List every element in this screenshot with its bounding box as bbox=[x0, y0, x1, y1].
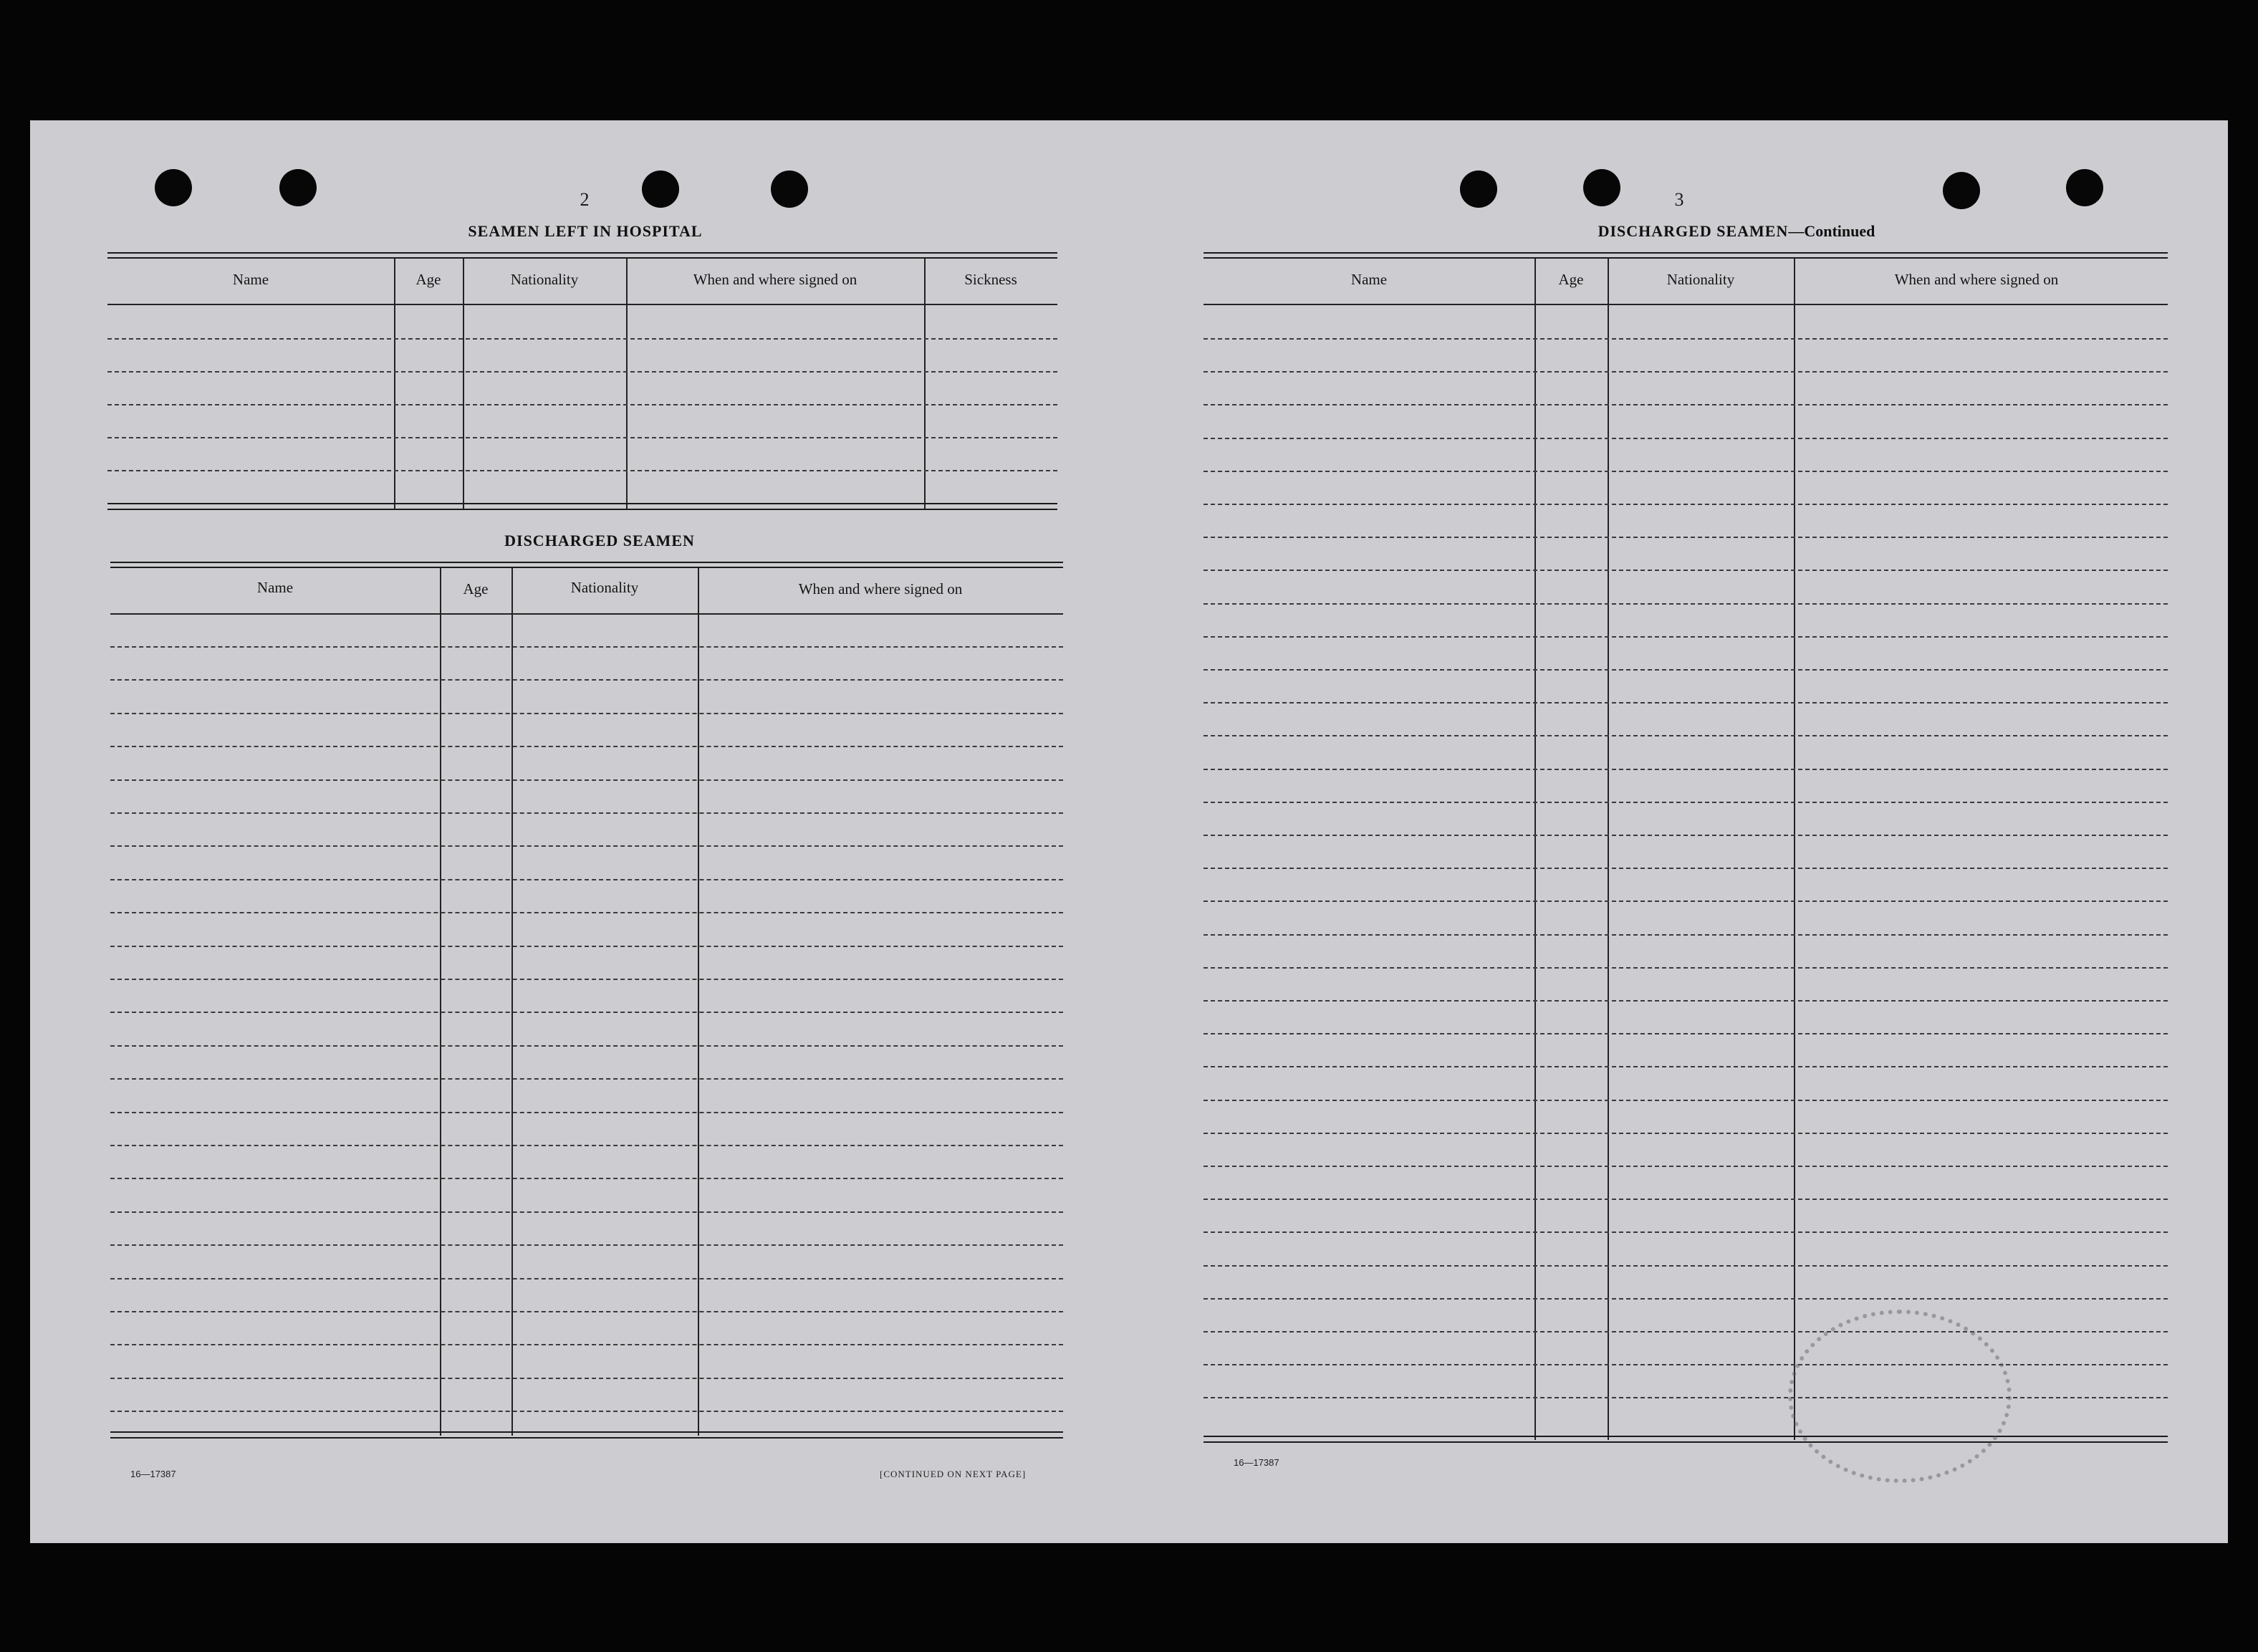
table-row-line bbox=[110, 1145, 1063, 1146]
table-row-line bbox=[1204, 702, 2168, 703]
discharged-table-right bbox=[1204, 252, 2168, 1443]
table-row-line bbox=[1204, 1166, 2168, 1167]
table-row-line bbox=[1204, 1000, 2168, 1002]
table-row-line bbox=[1204, 868, 2168, 869]
punch-hole bbox=[155, 169, 192, 206]
table-row-line bbox=[1204, 835, 2168, 836]
table-row-line bbox=[1204, 603, 2168, 605]
table-row-line bbox=[1204, 802, 2168, 803]
punch-hole bbox=[2066, 169, 2103, 206]
table-row-line bbox=[1204, 338, 2168, 340]
discharged-cont-col-name: Name bbox=[1350, 271, 1388, 288]
table-row-line bbox=[110, 845, 1063, 847]
discharged-cont-col-age: Age bbox=[1558, 271, 1584, 288]
punch-hole bbox=[1583, 169, 1620, 206]
table-row-line bbox=[1204, 1298, 2168, 1300]
table-row-line bbox=[110, 646, 1063, 648]
table-row-line bbox=[110, 1012, 1063, 1013]
table-row-line bbox=[110, 1344, 1063, 1345]
discharged-section-title: DISCHARGED SEAMEN bbox=[504, 532, 695, 549]
table-row-line bbox=[110, 1078, 1063, 1080]
table-row-line bbox=[110, 1112, 1063, 1113]
table-row-line bbox=[1204, 1364, 2168, 1365]
table-row-line bbox=[110, 1045, 1063, 1047]
table-row-line bbox=[110, 679, 1063, 681]
continued-note: [CONTINUED ON NEXT PAGE] bbox=[880, 1469, 1027, 1479]
hospital-col-age: Age bbox=[415, 271, 441, 288]
table-row-line bbox=[110, 979, 1063, 980]
table-row-line bbox=[1204, 438, 2168, 439]
discharged-cont-col-signed-on: When and where signed on bbox=[1894, 271, 2059, 288]
page-number-left: 2 bbox=[580, 189, 590, 210]
discharged-cont-col-nationality: Nationality bbox=[1666, 271, 1735, 288]
table-row-line bbox=[1204, 537, 2168, 538]
table-row-line bbox=[110, 1411, 1063, 1412]
discharged-col-signed-on: When and where signed on bbox=[798, 580, 963, 597]
table-row-line bbox=[1204, 1331, 2168, 1332]
table-row-line bbox=[1204, 735, 2168, 736]
punch-hole bbox=[279, 169, 317, 206]
table-row-line bbox=[1204, 967, 2168, 969]
discharged-col-nationality: Nationality bbox=[570, 579, 639, 596]
discharged-col-name: Name bbox=[256, 579, 294, 596]
table-row-line bbox=[110, 1278, 1063, 1279]
discharged-continued-title bbox=[1598, 222, 1875, 241]
table-row-line bbox=[1204, 769, 2168, 770]
official-stamp bbox=[1788, 1310, 2012, 1483]
table-row-line bbox=[110, 1211, 1063, 1213]
table-row-line bbox=[1204, 371, 2168, 373]
discharged-col-age: Age bbox=[463, 580, 489, 597]
discharged-table-left bbox=[110, 562, 1063, 1439]
table-row-line bbox=[1204, 636, 2168, 638]
table-row-line bbox=[110, 812, 1063, 814]
table-row-line bbox=[1204, 1231, 2168, 1233]
table-row-line bbox=[1204, 1066, 2168, 1067]
punch-hole bbox=[642, 171, 679, 208]
table-row-line bbox=[110, 713, 1063, 714]
table-row-line bbox=[1204, 934, 2168, 936]
punch-hole bbox=[771, 171, 808, 208]
form-number-left: 16—17387 bbox=[130, 1469, 176, 1479]
punch-hole bbox=[1460, 171, 1497, 208]
table-row-line bbox=[1204, 1199, 2168, 1200]
table-row-line bbox=[1204, 1100, 2168, 1101]
table-row-line bbox=[1204, 669, 2168, 671]
hospital-col-name: Name bbox=[232, 271, 269, 288]
table-row-line bbox=[1204, 1033, 2168, 1034]
table-row-line bbox=[1204, 1265, 2168, 1267]
document-sheet bbox=[30, 120, 2228, 1543]
table-row-line bbox=[110, 1244, 1063, 1246]
hospital-col-nationality: Nationality bbox=[510, 271, 579, 288]
table-row-line bbox=[110, 779, 1063, 781]
punch-hole bbox=[1943, 172, 1980, 209]
table-row-line bbox=[1204, 901, 2168, 902]
discharged-continued-title-suffix: —Continued bbox=[1788, 222, 1875, 240]
table-row-line bbox=[1204, 504, 2168, 505]
table-row-line bbox=[1204, 404, 2168, 405]
table-row-line bbox=[1204, 1133, 2168, 1134]
table-row-line bbox=[110, 1178, 1063, 1179]
hospital-section-title: SEAMEN LEFT IN HOSPITAL bbox=[468, 222, 703, 240]
hospital-table bbox=[107, 252, 1057, 512]
table-row-line bbox=[1204, 1397, 2168, 1398]
hospital-col-sickness: Sickness bbox=[964, 271, 1017, 288]
table-row-line bbox=[1204, 471, 2168, 472]
table-row-line bbox=[1204, 570, 2168, 571]
table-row-line bbox=[110, 1311, 1063, 1312]
table-row-line bbox=[110, 912, 1063, 913]
hospital-col-signed-on: When and where signed on bbox=[693, 271, 857, 288]
table-row-line bbox=[110, 746, 1063, 747]
table-row-line bbox=[110, 879, 1063, 880]
page-number-right: 3 bbox=[1674, 189, 1684, 210]
table-row-line bbox=[110, 1378, 1063, 1379]
discharged-continued-title-main: DISCHARGED SEAMEN bbox=[1598, 222, 1789, 240]
form-number-right: 16—17387 bbox=[1234, 1457, 1279, 1468]
table-row-line bbox=[110, 946, 1063, 947]
